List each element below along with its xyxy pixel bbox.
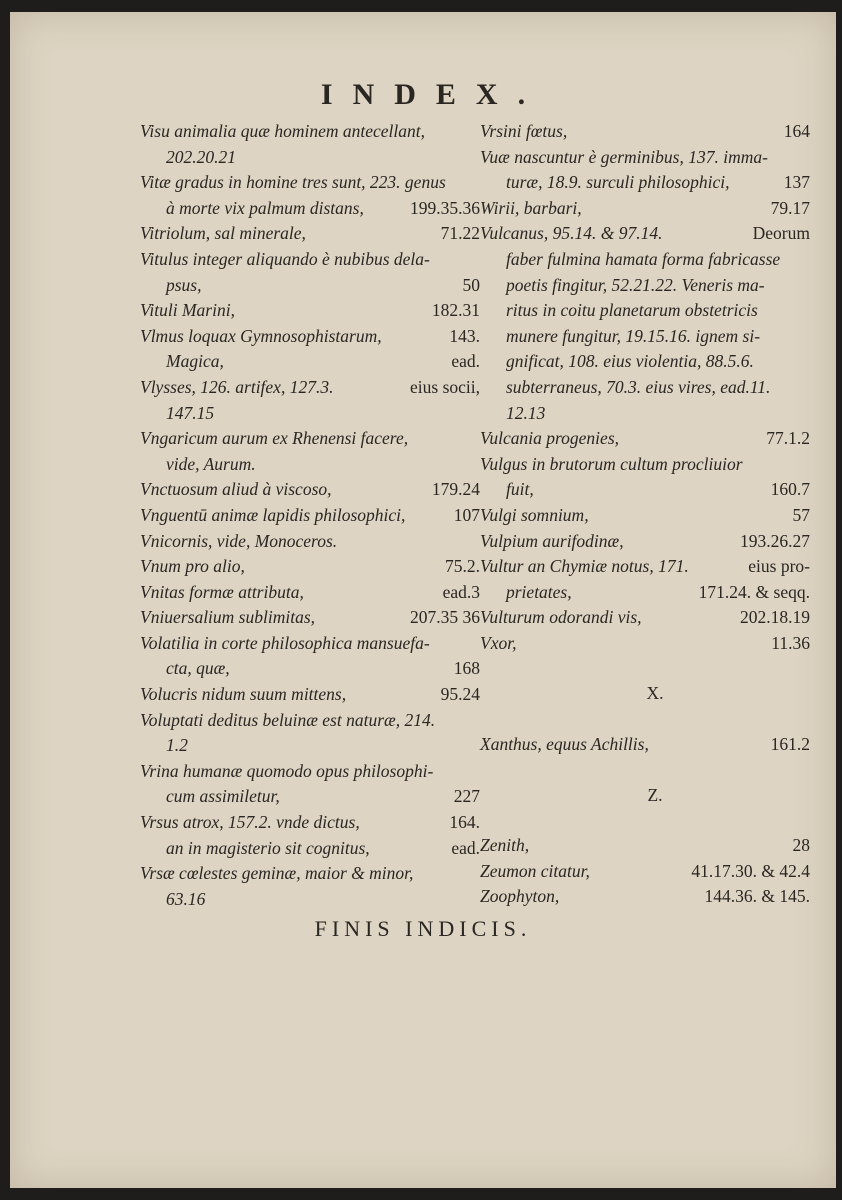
entry-page-ref: eius socii, [410,376,480,397]
index-entry-line [480,732,810,758]
entry-page-ref: 143. [449,325,480,346]
entry-page-ref: 164. [449,812,480,833]
index-entry-line [480,196,810,222]
entry-text: à morte vix palmum distans, [166,197,364,218]
index-entry-line [140,426,480,452]
index-entry [140,631,480,682]
index-entry-line [140,349,480,375]
entry-page-ref: Deorum [752,223,810,244]
entry-text: Vrsæ cœlestes geminæ, maior & minor, [140,863,414,884]
entry-page-ref: 171.24. & seqq. [698,581,810,602]
entry-text: faber fulmina hamata forma fabricasse [506,248,781,269]
index-entry-line [140,477,480,503]
entry-text: 1.2 [166,735,188,756]
entry-page-ref: ead.3 [442,581,480,602]
index-entry [140,554,480,580]
index-entry [480,145,810,196]
index-entry-line [140,324,480,350]
index-entry-line [140,529,480,555]
entry-text: Magica, [166,351,224,372]
index-entry [140,682,480,708]
index-entry [480,732,810,758]
index-entry-line [140,810,480,836]
index-entry [480,529,810,555]
index-entry [140,375,480,426]
index-entry [140,170,480,221]
book-page [10,12,836,1188]
entry-text: Vrsini fœtus, [480,121,568,141]
index-entry-line [480,529,810,555]
index-entry-line [480,426,810,452]
entry-text: Volucris nidum suum mittens, [140,684,347,705]
entry-text: Zenith, [480,835,530,856]
index-entry-line [140,605,480,631]
index-entry [140,247,480,298]
index-entry [140,324,480,375]
index-entry-line [480,221,810,247]
index-entry-line [480,401,810,427]
index-entry [480,196,810,222]
entry-text: ritus in coitu planetarum obstetricis [506,300,758,321]
index-entry [480,221,810,426]
entry-text: subterraneus, 70.3. eius vires, ead.11. [506,376,771,397]
index-entry [140,580,480,606]
entry-page-ref: 168 [453,658,480,679]
entry-page-ref: 182.31 [431,300,480,321]
index-entry-line [480,605,810,631]
entry-spacer [480,656,810,681]
entry-text: an in magisterio sit cognitus, [166,837,370,858]
index-entry-line [140,170,480,196]
entry-text: psus, [166,274,202,295]
entry-text: Vxor, [480,632,517,653]
index-column-right [480,119,810,910]
index-entry [140,605,480,631]
entry-text: Vlysses, 126. artifex, 127.3. [140,376,334,397]
index-entry-line [140,503,480,529]
entry-page-ref: 50 [462,274,480,295]
index-entry-line [140,836,480,862]
entry-page-ref: 137 [783,172,810,193]
entry-page-ref: 144.36. & 145. [704,886,810,907]
index-entry-line [480,324,810,350]
entry-page-ref: 202.18.19 [740,607,810,628]
index-entry-line [140,759,480,785]
entry-page-ref: 77.1.2 [766,428,810,449]
entry-page-ref: 207.35 36 [410,607,480,628]
index-entry [140,119,480,170]
entry-text: 63.16 [166,888,206,909]
entry-page-ref: ead. [451,837,480,858]
page-title: INDEX. [320,78,546,111]
index-entry-line [480,273,810,299]
entry-text: Visu animalia quæ hominem antecellant, [140,121,425,141]
index-entry-line [140,221,480,247]
index-entry [480,833,810,859]
entry-page-ref: 28 [792,835,810,856]
entry-text: Vngaricum aurum ex Rhenensi facere, [140,428,409,449]
entry-text: Vulturum odorandi vis, [480,607,642,628]
index-entry-line [140,196,480,222]
entry-text: Vnitas formæ attributa, [140,581,304,602]
index-entry-line [140,375,480,401]
entry-text: Vnum pro alio, [140,556,245,577]
entry-text: Vulcania progenies, [480,428,620,449]
section-letter: X. [646,683,664,704]
index-entry-line [140,861,480,887]
entry-text: munere fungitur, 19.15.16. ignem si- [506,325,761,346]
index-entry [480,119,810,145]
index-entry-line [480,247,810,273]
entry-page-ref: 79.17 [770,197,810,218]
entry-text: Zeumon citatur, [480,860,590,881]
entry-page-ref: 193.26.27 [740,530,810,551]
entry-text: Vultur an Chymiæ notus, 171. [480,556,689,577]
index-entry-line [140,145,480,171]
entry-text: Zoophyton, [480,886,560,907]
entry-text: Vulcanus, 95.14. & 97.14. [480,223,663,244]
entry-spacer [480,758,810,783]
entry-text: 202.20.21 [166,146,236,167]
entry-text: gnificat, 108. eius violentia, 88.5.6. [506,351,754,372]
entry-text: Vniuersalium sublimitas, [140,607,316,628]
entry-text: Vrina humanæ quomodo opus philosophi- [140,760,434,781]
index-entry-line [140,298,480,324]
index-entry [480,631,810,657]
index-entry-line [480,833,810,859]
index-entry-line [480,580,810,606]
entry-text: turæ, 18.9. surculi philosophici, [506,172,730,193]
entry-page-ref: 161.2 [770,734,810,755]
index-entry [480,503,810,529]
index-entry-line [140,887,480,913]
entry-text: Vrsus atrox, 157.2. vnde dictus, [140,812,360,833]
index-entry-line [480,884,810,910]
index-entry [140,477,480,503]
entry-text: Vnguentū animæ lapidis philosophici, [140,504,406,525]
index-entry-line [140,708,480,734]
entry-text: Vulgi somnium, [480,504,589,525]
entry-text: prietates, [506,581,572,602]
index-entry [480,605,810,631]
index-entry-line [140,656,480,682]
index-entry-line [480,859,810,885]
index-entry-line [480,349,810,375]
entry-text: Wirii, barbari, [480,197,582,218]
entry-page-ref: 11.36 [771,632,810,653]
entry-page-ref: 41.17.30. & 42.4 [691,860,810,881]
entry-spacer [480,808,810,833]
index-entry-line [140,580,480,606]
entry-text: Vulpium aurifodinæ, [480,530,624,551]
index-entry [140,529,480,555]
entry-text: Vnctuosum aliud à viscoso, [140,479,332,500]
end-of-index-caption: FINIS INDICIS. [314,916,532,941]
index-entry-line [140,554,480,580]
index-entry [140,221,480,247]
entry-text: Volatilia in corte philosophica mansuefa- [140,632,430,653]
entry-text: fuit, [506,479,534,500]
entry-text: 147.15 [166,402,215,423]
index-entry [140,861,480,912]
index-entry-line [480,375,810,401]
index-entry-line [480,452,810,478]
entry-text: vide, Aurum. [166,453,256,474]
index-entry-line [480,119,810,145]
index-entry-line [140,452,480,478]
entry-text: 12.13 [506,402,546,423]
index-entry [480,452,810,503]
index-entry [140,298,480,324]
entry-spacer [480,707,810,732]
index-entry-line [480,145,810,171]
entry-page-ref: 57 [792,504,810,525]
entry-page-ref: 160.7 [770,479,810,500]
entry-text: Vitulus integer aliquando è nubibus dela- [140,248,430,269]
entry-text: cta, quæ, [166,658,230,679]
index-entry [480,859,810,885]
entry-page-ref: 199.35.36 [410,197,480,218]
entry-text: poetis fingitur, 52.21.22. Veneris ma- [506,274,765,295]
entry-text: Vitæ gradus in homine tres sunt, 223. genus [140,172,446,193]
index-column-left [140,119,480,912]
entry-page-ref: 164 [783,121,810,141]
entry-text: Vlmus loquax Gymnosophistarum, [140,325,382,346]
index-entry-line [480,170,810,196]
index-entry-line [140,273,480,299]
index-entry [480,554,810,605]
entry-text: cum assimiletur, [166,786,280,807]
entry-text: Voluptati deditus beluinæ est naturæ, 214. [140,709,436,730]
entry-page-ref: 179.24 [431,479,480,500]
entry-page-ref: 95.24 [440,684,480,705]
entry-text: Vuæ nascuntur è germinibus, 137. imma- [480,146,768,167]
section-letter: Z. [647,784,663,805]
index-entry [140,426,480,477]
entry-text: Vitriolum, sal minerale, [140,223,306,244]
index-entry-line [140,247,480,273]
entry-page-ref: 107 [453,504,480,525]
entry-page-ref: eius pro- [748,556,810,577]
index-entry [480,884,810,910]
index-entry-line [480,631,810,657]
entry-text: Xanthus, equus Achillis, [480,734,649,755]
entry-text: Vulgus in brutorum cultum procliuior [480,453,743,474]
index-entry [140,810,480,861]
index-entry-line [140,401,480,427]
index-entry-line [480,477,810,503]
entry-page-ref: ead. [451,351,480,372]
index-entry [140,759,480,810]
index-entry [140,708,480,759]
index-entry-line [140,631,480,657]
index-entry-line [140,119,480,145]
entry-text: Vnicornis, vide, Monoceros. [140,530,338,551]
entry-page-ref: 75.2. [445,556,480,577]
entry-page-ref: 227 [453,786,480,807]
entry-text: Vituli Marini, [140,300,235,321]
index-entry-line [140,733,480,759]
index-entry [140,503,480,529]
index-entry-line [140,784,480,810]
index-entry-line [480,298,810,324]
index-entry-line [480,554,810,580]
index-entry-line [140,682,480,708]
entry-page-ref: 71.22 [440,223,480,244]
index-entry-line [480,503,810,529]
index-entry [480,426,810,452]
